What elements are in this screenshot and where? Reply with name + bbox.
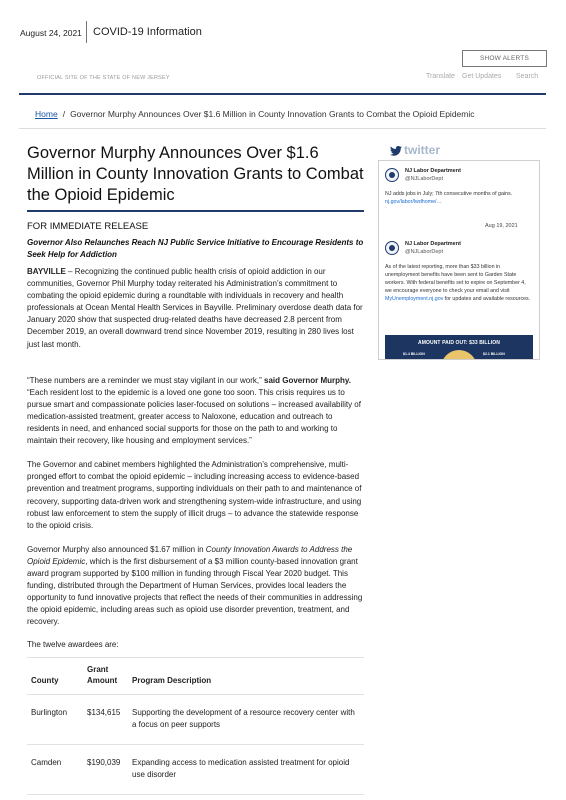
cell-description: Supporting the development of a resource recovery center with a focus on peer supports xyxy=(128,695,364,745)
cell-description: Expanding access to medication assisted treatment for opioid use disorder xyxy=(128,745,364,795)
tweet-text: NJ adds jobs in July; 7th consecutive months of gains. nj.gov/labor/lwdhome/… xyxy=(385,191,513,205)
header-divider xyxy=(19,93,546,95)
tweet-link[interactable]: nj.gov/labor/lwdhome/… xyxy=(385,199,442,205)
article xyxy=(27,143,364,795)
tweet-author-name[interactable]: NJ Labor Department xyxy=(405,241,461,247)
cell-county: Camden xyxy=(27,745,83,795)
show-alerts-button[interactable]: SHOW ALERTS xyxy=(462,50,547,67)
paragraph-efforts: The Governor and cabinet members highlighted the Administration’s comprehensive, multi-pronged effort to combat the opioid epidemic – including increasing access to evidence-based prevention and treatment programs, supporting individuals on their path to and maintenance of recovery, supporting data-driven work and strengthening system-wide infrastructure, and using robust law enforcement to stem the supply of illicit drugs – to advance the statewide response to the opioid crisis. xyxy=(27,460,362,530)
avatar[interactable] xyxy=(385,241,399,255)
table-row xyxy=(27,695,364,745)
twitter-bird-icon xyxy=(390,146,402,156)
tweet-author-name[interactable]: NJ Labor Department xyxy=(405,168,461,174)
covid-info-link[interactable]: COVID-19 Information xyxy=(93,26,202,38)
column-header-county: County xyxy=(27,658,83,695)
search-link[interactable]: Search xyxy=(516,73,539,80)
twitter-heading xyxy=(390,143,440,157)
tweet-link[interactable]: MyUnemployment.nj.gov xyxy=(385,296,444,302)
awards-table xyxy=(27,657,364,795)
tweet-date: Aug 19, 2021 xyxy=(485,223,518,229)
cell-amount: $134,615 xyxy=(83,695,128,745)
breadcrumb-home-link[interactable]: Home xyxy=(35,109,58,119)
table-row xyxy=(27,745,364,795)
page-title: Governor Murphy Announces Over $1.6 Million in County Innovation Grants to Combat the Opioid Epidemic xyxy=(27,144,364,204)
paragraph-quote: “These numbers are a reminder we must stay vigilant in our work,” said Governor Murphy. “Each resident lost to the epidemic is a loved one gone too soon. This crisis requires us to pursue smart and compassionate policies laser-focused on solutions – increased availability of medication-assisted treatment, greater access to Naloxone, education and outreach to residents in need, and enhanced social supports for those on the path to and working to maintain their recovery, like housing and employment services.” xyxy=(27,375,361,446)
breadcrumb xyxy=(35,109,475,119)
cell-county: Burlington xyxy=(27,695,83,745)
release-label: FOR IMMEDIATE RELEASE xyxy=(27,221,149,232)
breadcrumb-divider xyxy=(19,128,546,129)
awardees-intro: The twelve awardees are: xyxy=(27,640,119,650)
breadcrumb-current: Governor Murphy Announces Over $1.6 Million in County Innovation Grants to Combat the Opioid Epidemic xyxy=(70,109,475,119)
column-header-amount: Grant Amount xyxy=(83,658,128,695)
award-program-name: County Innovation Awards to Address the Opioid Epidemic xyxy=(27,544,353,566)
paragraph-awards: Governor Murphy also announced $1.67 million in County Innovation Awards to Address the Opioid Epidemic, which is the first disbursement of a $3 million county-based innovation grant award program supported by $100 million in funding through Fiscal Year 2020 budget. This funding, distributed through the Department of Human Services, provides local leaders the opportunity to fund innovative projects that reflect the needs of their communities in addressing the opioid epidemic, including areas such as opioid use disorder prevention, treatment, and recovery. xyxy=(27,544,363,627)
pie-graphic xyxy=(441,350,477,360)
tweet-author-handle[interactable]: @NJLaborDept xyxy=(405,249,443,255)
table-header-row xyxy=(27,658,364,695)
tweet-author-handle[interactable]: @NJLaborDept xyxy=(405,176,443,182)
official-site-label: OFFICIAL SITE OF THE STATE OF NEW JERSEY xyxy=(37,75,170,81)
twitter-heading-text: twitter xyxy=(404,143,440,157)
column-header-description: Program Description xyxy=(128,658,364,695)
tweet-image-label-right: $2.1 BILLION xyxy=(483,352,505,356)
article-subhead: Governor Also Relaunches Reach NJ Public Service Initiative to Encourage Residents to Seek Help for Addiction xyxy=(27,238,364,259)
tweet-image[interactable] xyxy=(385,335,533,360)
cell-amount: $190,039 xyxy=(83,745,128,795)
speaker-attribution: said Governor Murphy. xyxy=(261,375,351,385)
divider xyxy=(86,21,87,43)
title-underline xyxy=(27,210,364,212)
paragraph-intro: BAYVILLE – Recognizing the continued public health crisis of opioid addiction in our communities, Governor Phil Murphy today reiterated his Administration’s commitment to combating the opioid epidemic during a roundtable with individuals in recovery and health professionals at Ocean Mental Health Services in Bayville. Preliminary overdose death data for January 2020 show that suspected drug-related deaths have decreased 2.8 percent from December 2019, an overall downward trend since November 2019, resulting in 280 lives lost just last month. xyxy=(27,267,363,349)
avatar[interactable] xyxy=(385,168,399,182)
dateline: BAYVILLE xyxy=(27,267,66,276)
tweet-image-label-left: $1.4 BILLION xyxy=(403,352,425,356)
tweet-text: As of the latest reporting, more than $33 billion in unemployment benefits have been sent to Garden State workers. With federal benefits set to expire on September 4, we encourage everyone to check your email and visit MyUnemployment.nj.gov for updates and available resources. xyxy=(385,264,531,302)
tweet-image-title: AMOUNT PAID OUT: $33 BILLION xyxy=(418,340,500,346)
get-updates-link[interactable]: Get Updates xyxy=(462,73,502,80)
breadcrumb-separator: / xyxy=(62,109,66,119)
translate-link[interactable]: Translate xyxy=(426,73,455,80)
current-date: August 24, 2021 xyxy=(20,28,82,38)
twitter-feed[interactable] xyxy=(378,160,540,360)
